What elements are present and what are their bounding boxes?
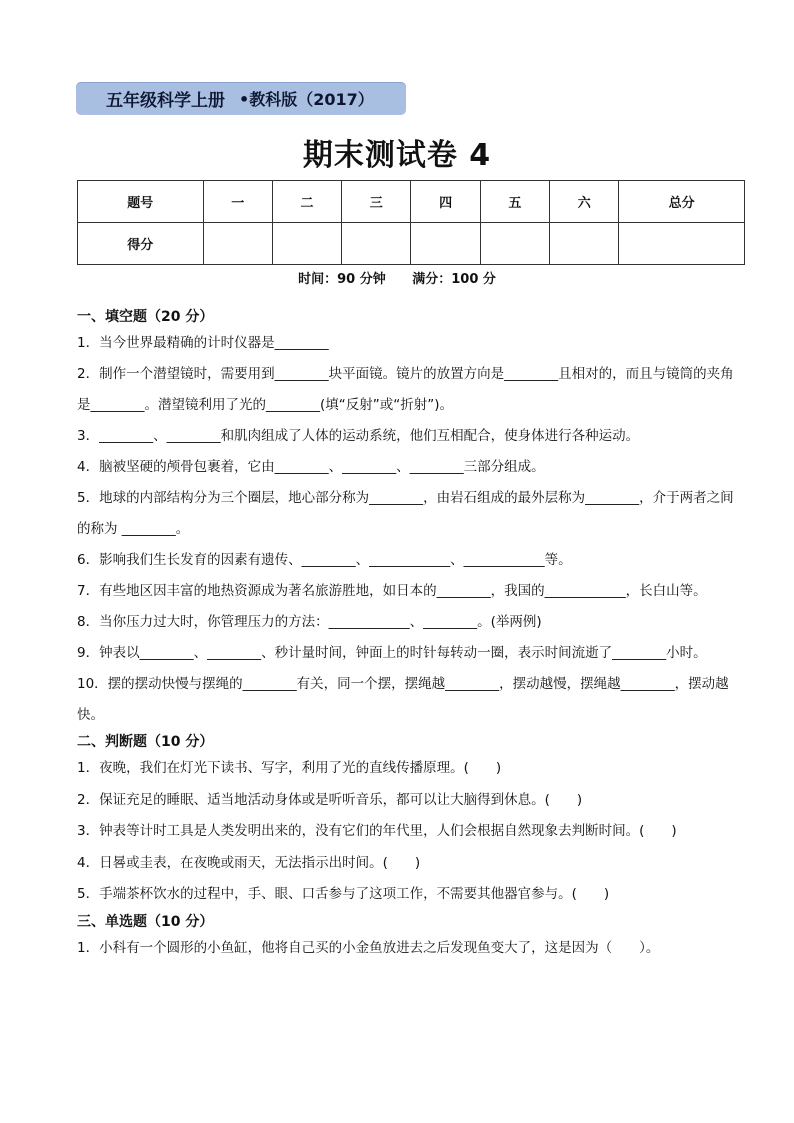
score-cell: 二: [272, 181, 341, 223]
score-cell: 三: [342, 181, 411, 223]
section-title-fill-blank: 一、填空题（20 分）: [77, 309, 214, 325]
score-blank-cell: [411, 223, 480, 265]
badge-sub-text: •教科版（2017）: [239, 90, 374, 109]
exam-duration: 时间：90 分钟: [298, 272, 386, 287]
score-header-row: [78, 181, 745, 223]
section-title-single-choice: 三、单选题（10 分）: [77, 913, 214, 930]
question-item: 6．影响我们生长发育的因素有遗传、________、____________、____________等。: [77, 552, 572, 568]
question-item: 9．钟表以________、________、秒计量时间，钟面上的时针每转动一圈，表示时间流逝了________小时。: [77, 645, 707, 661]
score-value-row: [78, 223, 745, 265]
question-item: 4．脑被坚硬的颅骨包裹着，它由________、________、________三部分组成。: [77, 459, 545, 475]
score-blank-cell: [203, 223, 272, 265]
badge-main-text: 五年级科学上册: [106, 91, 225, 111]
question-item: 5．地球的内部结构分为三个圈层，地心部分称为________，由岩石组成的最外层称为________，介于两者之间的称为 ________。: [77, 490, 734, 537]
question-item: 2．保证充足的睡眠、适当地活动身体或是听听音乐，都可以让大脑得到休息。( ): [77, 791, 583, 808]
question-item: 1．小科有一个圆形的小鱼缸，他将自己买的小金鱼放进去之后发现鱼变大了，这是因为（ ）。: [77, 939, 660, 956]
question-item: 3．钟表等计时工具是人类发明出来的，没有它们的年代里，人们会根据自然现象去判断时间。( ): [77, 823, 677, 839]
question-item: 4．日晷或圭表，在夜晚或雨天，无法指示出时间。( ): [77, 854, 421, 871]
score-blank-cell: [342, 223, 411, 265]
score-cell: 题号: [78, 181, 204, 223]
page-title: 期末测试卷 4: [302, 138, 492, 173]
question-item: 5．手端茶杯饮水的过程中，手、眼、口舌参与了这项工作，不需要其他器官参与。( ): [77, 886, 610, 902]
question-item: 2．制作一个潜望镜时，需要用到________块平面镜。镜片的放置方向是________且相对的，而且与镜筒的夹角是________。潜望镜利用了光的________(填“反射”或“折射”)。: [77, 366, 734, 413]
score-table: [77, 180, 745, 265]
section-title-true-false: 二、判断题（10 分）: [77, 734, 214, 750]
score-cell: 总分: [619, 181, 745, 223]
score-cell: 六: [550, 181, 619, 223]
score-blank-cell: [272, 223, 341, 265]
grade-badge: [76, 82, 406, 115]
score-cell: 一: [203, 181, 272, 223]
exam-content: [77, 306, 745, 964]
question-item: 8．当你压力过大时，你管理压力的方法：____________、________。(举两例): [77, 614, 542, 630]
question-item: 1．当今世界最精确的计时仪器是________: [77, 335, 329, 351]
score-blank-cell: [480, 223, 549, 265]
score-blank-cell: [550, 223, 619, 265]
question-item: 3．________、________和肌肉组成了人体的运动系统，他们互相配合，使身体进行各种运动。: [77, 428, 640, 444]
score-cell: 五: [480, 181, 549, 223]
score-label-cell: 得分: [78, 223, 204, 265]
question-item: 1．夜晚，我们在灯光下读书、写字，利用了光的直线传播原理。( ): [77, 760, 502, 776]
question-item: 7．有些地区因丰富的地热资源成为著名旅游胜地，如日本的________，我国的____________，长白山等。: [77, 583, 707, 599]
score-cell: 四: [411, 181, 480, 223]
question-item: 10．摆的摆动快慢与摆绳的________有关，同一个摆，摆绳越________，摆动越慢，摆绳越________，摆动越快。: [77, 676, 729, 723]
exam-full-score: 满分：100 分: [412, 272, 496, 287]
exam-time-info: [0, 268, 794, 287]
score-blank-cell: [619, 223, 745, 265]
